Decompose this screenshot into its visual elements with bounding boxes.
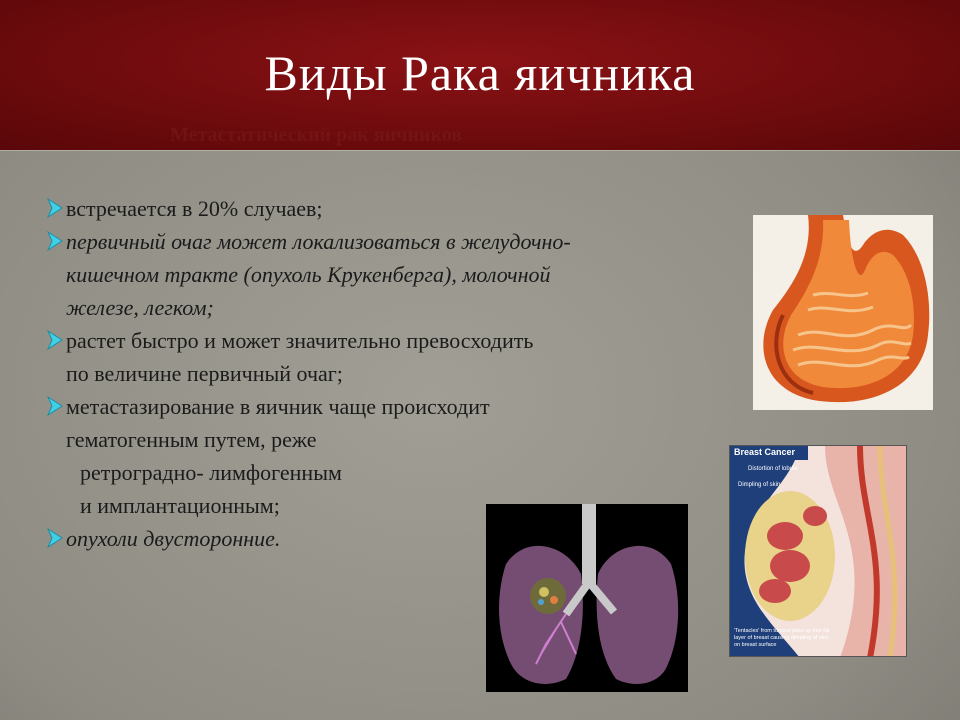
lung-image (486, 504, 688, 692)
stomach-image (753, 215, 933, 410)
breast-image-title: Breast Cancer (734, 447, 796, 457)
arrow-bullet-icon (46, 230, 64, 252)
arrow-bullet-icon (46, 395, 64, 417)
bullet-text-continued: железе, легком; (66, 295, 214, 320)
breast-caption: 'Tentacles' from tumour pass up into fat layer of breast causing dimpling of skin on breast surface (734, 628, 830, 648)
arrow-bullet-icon (46, 329, 64, 351)
bullet-item (46, 390, 736, 423)
arrow-bullet-icon (46, 197, 64, 219)
bullet-text: первичный очаг может локализоваться в желудочно- (66, 229, 571, 254)
bullet-item (46, 225, 736, 258)
bullet-text: опухоли двусторонние. (66, 526, 281, 551)
slide-subtitle: Метастатический рак яичников (170, 124, 463, 146)
slide-title: Виды Рака яичника (264, 45, 696, 101)
bullet-text-continued: ретроградно- лимфогенным (80, 460, 342, 485)
bullet-text-continued: и имплантационным; (80, 493, 280, 518)
bullet-list (46, 192, 736, 555)
breast-label-dimpling: Dimpling of skin (738, 482, 781, 488)
bullet-text: метастазирование в яичник чаще происходит (66, 394, 490, 419)
stomach-illustration-icon (753, 215, 933, 410)
bullet-text: растет быстро и может значительно превосходить (66, 328, 534, 353)
breast-illustration-icon (730, 446, 907, 657)
breast-cancer-image (729, 445, 907, 657)
bullet-text-continued: кишечном тракте (опухоль Крукенберга), молочной (66, 262, 551, 287)
bullet-item (46, 192, 736, 225)
arrow-bullet-icon (46, 527, 64, 549)
bullet-text-continued: по величине первичный очаг; (66, 361, 343, 386)
bullet-item (46, 324, 736, 357)
lung-tumor-illustration-icon (486, 504, 688, 692)
bullet-text: встречается в 20% случаев; (66, 196, 323, 221)
breast-label-lobule: Distortion of lobule (748, 466, 798, 472)
header-divider (0, 150, 960, 151)
bullet-text-continued: гематогенным путем, реже (66, 427, 317, 452)
